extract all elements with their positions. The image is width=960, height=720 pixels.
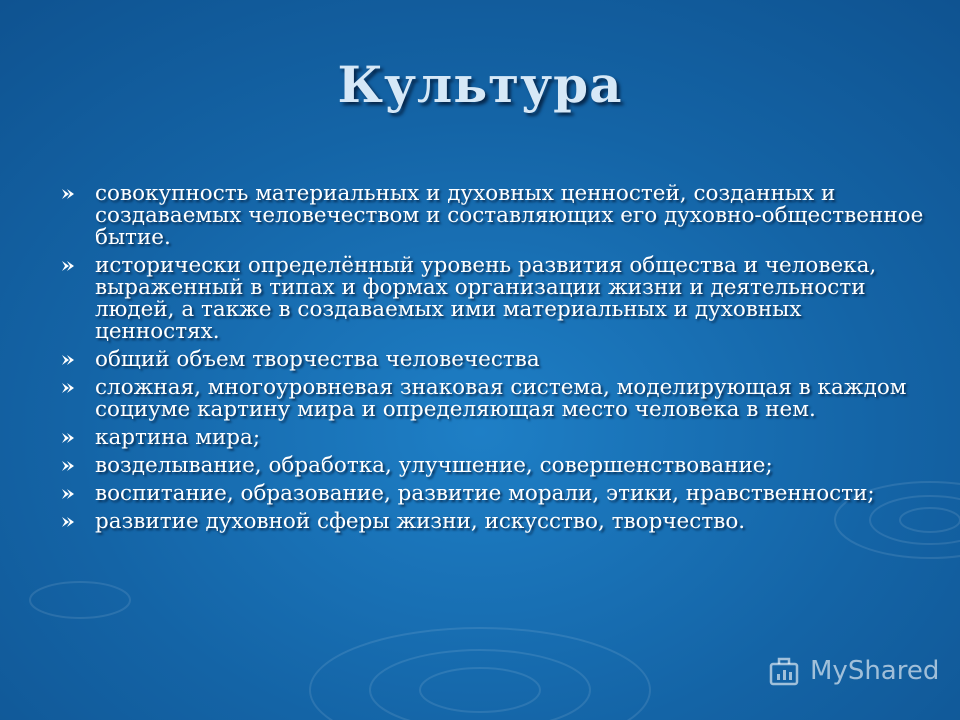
bullet-text: картина мира; (95, 425, 261, 450)
myshared-logo-icon (768, 654, 802, 688)
bullet-item (58, 183, 928, 249)
bullet-item (58, 483, 928, 505)
bullet-text: воспитание, образование, развитие морали, этики, нравственности; (95, 481, 875, 506)
bullet-item (58, 349, 928, 371)
bullet-text: сложная, многоуровневая знаковая система, моделирующая в каждом социуме картину мира и определяющая место человека в нем. (95, 375, 907, 422)
arrow-bullet-icon (58, 183, 80, 205)
myshared-logo-text: MyShared (810, 656, 940, 686)
myshared-logo[interactable] (768, 654, 939, 688)
bullet-text: развитие духовной сферы жизни, искусство, творчество. (95, 509, 746, 534)
bullet-text: общий объем творчества человечества (95, 347, 540, 372)
bullet-item (58, 255, 928, 343)
arrow-bullet-icon (58, 377, 80, 399)
bullet-text: совокупность материальных и духовных ценностей, созданных и создаваемых человечеством и составляющих его духовно-общественное бытие. (95, 181, 924, 250)
slide-title: Культура (337, 55, 623, 114)
arrow-bullet-icon (58, 255, 80, 277)
bullet-item (58, 377, 928, 421)
bullet-text: возделывание, обработка, улучшение, совершенствование; (95, 453, 773, 478)
bullet-text: исторически определённый уровень развития общества и человека, выраженный в типах и формах организации жизни и деятельности людей, а также в создаваемых ими материальных и духовных ценностях. (95, 253, 877, 344)
bullet-item (58, 455, 928, 477)
bullet-item (58, 511, 928, 533)
arrow-bullet-icon (58, 427, 80, 449)
arrow-bullet-icon (58, 483, 80, 505)
arrow-bullet-icon (58, 511, 80, 533)
bullet-list (58, 183, 928, 539)
arrow-bullet-icon (58, 349, 80, 371)
arrow-bullet-icon (58, 455, 80, 477)
bullet-item (58, 427, 928, 449)
